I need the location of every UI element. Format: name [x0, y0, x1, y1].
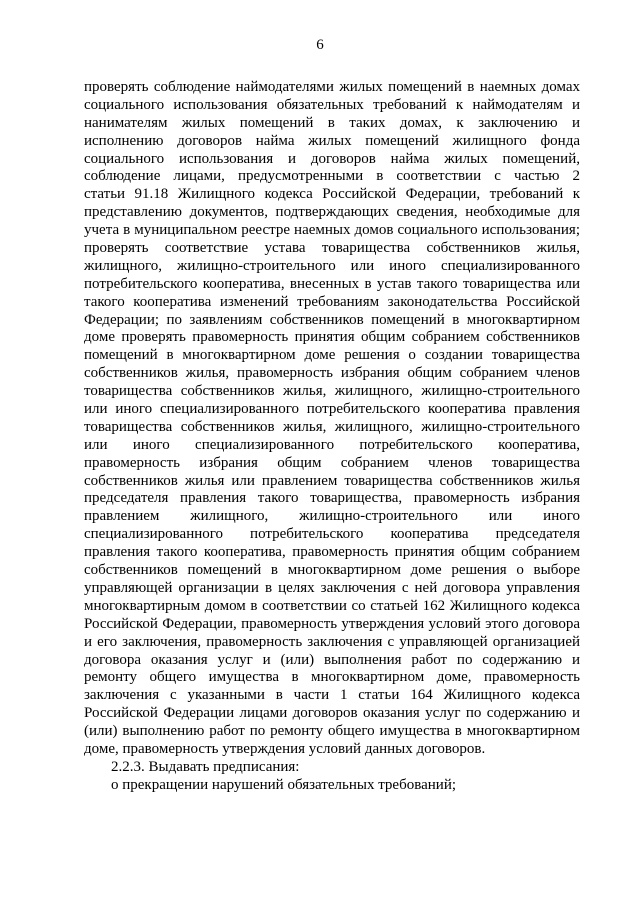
text-line: социального использования обязательных требований к наймодателям и — [84, 96, 580, 113]
text-line: статьи 91.18 Жилищного кодекса Российской Федерации, требований к — [84, 186, 580, 203]
text-line: проверять соответствие устава товарищества собственников жилья, — [84, 240, 580, 257]
text-line: ремонту общего имущества в многоквартирном доме, правомерность — [84, 669, 580, 686]
text-line: собственников жилья, правомерность избрания общим собранием членов — [84, 365, 580, 382]
text-line: о прекращении нарушений обязательных требований; — [111, 776, 457, 793]
body-text — [84, 79, 580, 795]
text-line: Российской Федерации лицами договоров оказания услуг по содержанию и — [84, 705, 580, 722]
text-line: жилищного, жилищно-строительного или иного специализированного — [84, 257, 580, 274]
text-line: и его заключения, правомерность заключения с управляющей организацией — [84, 633, 580, 650]
text-line: помещений в многоквартирном доме решения о создании товарищества — [84, 347, 580, 364]
text-line: правомерность избрания общим собранием членов товарищества — [84, 454, 580, 471]
text-line: доме, правомерность утверждения условий данных договоров. — [84, 740, 486, 757]
text-line: правлением жилищного, жилищно-строительного или иного — [84, 508, 580, 525]
text-line: председателя правления такого товарищества, правомерность избрания — [84, 490, 580, 507]
text-line: товарищества собственников жилья, жилищного, жилищно-строительного — [84, 418, 580, 435]
text-line: заключения с указанными в части 1 статьи 164 Жилищного кодекса — [84, 687, 580, 704]
page-number: 6 — [316, 37, 324, 53]
text-line: или иного специализированного потребительского кооператива, — [84, 436, 580, 453]
text-line: социального использования и договоров найма жилых помещений, — [84, 150, 580, 167]
text-line: товарищества собственников жилья, жилищного, жилищно-строительного — [84, 383, 580, 400]
text-line: соблюдение лицами, предусмотренными в соответствии с частью 2 — [84, 168, 580, 185]
text-line: 2.2.3. Выдавать предписания: — [111, 758, 300, 775]
text-line: представлению документов, подтверждающих сведения, необходимые для — [84, 204, 580, 221]
text-line: или иного специализированного потребительского кооператива правления — [84, 401, 580, 418]
text-line: учета в муниципальном реестре наемных домов социального использования; — [84, 222, 580, 239]
text-line: Российской Федерации, правомерность утверждения условий этого договора — [84, 615, 580, 632]
text-line: исполнению договоров найма жилых помещений жилищного фонда — [84, 132, 580, 149]
text-line: правления такого кооператива, правомерность принятия общим собранием — [84, 544, 580, 561]
text-line: нанимателям жилых помещений в таких домах, к заключению и — [84, 114, 580, 131]
text-line: доме проверять правомерность принятия общим собранием собственников — [84, 329, 580, 346]
text-line: многоквартирным домом в соответствии со статьей 162 Жилищного кодекса — [84, 597, 580, 614]
text-line: (или) выполнению работ по ремонту общего имущества в многоквартирном — [84, 723, 580, 740]
text-line: специализированного потребительского кооператива председателя — [84, 526, 580, 543]
text-line: потребительского кооператива, внесенных в устав такого товарищества или — [84, 275, 580, 292]
text-line: управляющей организации в целях заключения с ней договора управления — [84, 579, 580, 596]
text-line: собственников жилья или правлением товарищества собственников жилья — [84, 472, 580, 489]
text-line: договора оказания услуг и (или) выполнения работ по содержанию и — [84, 651, 580, 668]
text-line: такого кооператива изменений требованиям законодательства Российской — [84, 293, 580, 310]
text-line: Федерации; по заявлениям собственников помещений в многоквартирном — [84, 311, 580, 328]
text-line: проверять соблюдение наймодателями жилых помещений в наемных домах — [84, 79, 580, 95]
text-line: собственников помещений в многоквартирном доме решения о выборе — [84, 562, 580, 579]
